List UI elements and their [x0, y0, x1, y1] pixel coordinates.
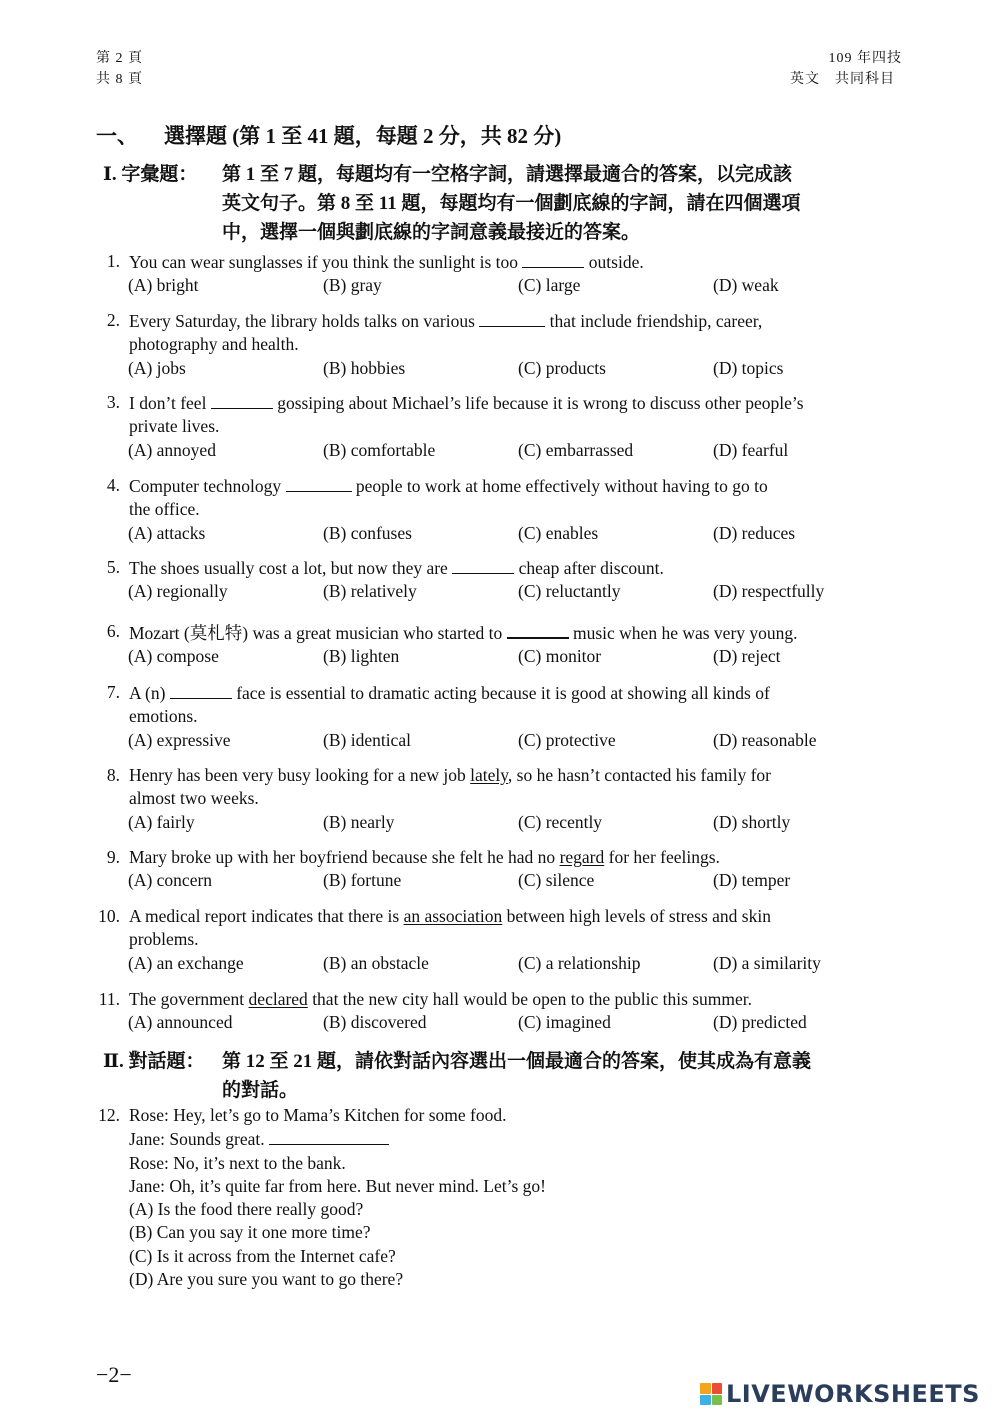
question-stem-cont: problems. [129, 929, 199, 950]
question-1 [90, 250, 910, 298]
option-d[interactable]: (D) Are you sure you want to go there? [129, 1269, 404, 1290]
option-a[interactable]: (A) regionally [128, 581, 228, 602]
question-number: 3. [106, 392, 120, 412]
option-d[interactable]: (D) temper [713, 870, 791, 891]
question-stem-end: for her feelings. [608, 847, 720, 867]
question-stem: The shoes usually cost a lot, but now they are [129, 558, 448, 578]
option-b[interactable]: (B) relatively [323, 581, 417, 602]
answer-blank[interactable] [479, 309, 545, 327]
part1-line: 第 1 至 7 題，每題均有一空格字詞，請選擇最適合的答案，以完成該 [222, 164, 793, 185]
option-a[interactable]: (A) concern [128, 870, 213, 891]
option-b[interactable]: (B) identical [323, 729, 411, 750]
part2-line: 的對話。 [222, 1080, 299, 1101]
question-number: 1. [106, 251, 120, 271]
option-b[interactable]: (B) gray [323, 275, 382, 296]
question-number: 6. [106, 621, 120, 641]
option-b[interactable]: (B) Can you say it one more time? [129, 1222, 371, 1243]
option-c[interactable]: (C) embarrassed [518, 439, 634, 460]
question-stem-end: outside. [588, 252, 644, 272]
liveworksheets-logo[interactable] [700, 1380, 980, 1408]
option-c[interactable]: (C) silence [518, 870, 595, 891]
question-stem-cont: almost two weeks. [129, 788, 259, 809]
page-number: −2− [96, 1362, 132, 1387]
question-stem-end: , so he hasn’t contacted his family for [507, 765, 771, 785]
logo-square [700, 1383, 711, 1394]
logo-square [700, 1395, 711, 1406]
option-c[interactable]: (C) large [518, 275, 581, 296]
logo-square [712, 1383, 723, 1394]
option-a[interactable]: (A) Is the food there really good? [129, 1199, 364, 1220]
question-stem-end: gossiping about Michael’s life because it is wrong to discuss other people’s [277, 393, 804, 413]
option-a[interactable]: (A) fairly [128, 811, 195, 832]
question-stem-end: people to work at home effectively without having to go to [355, 476, 768, 496]
question-stem: You can wear sunglasses if you think the sunlight is too [129, 252, 519, 272]
option-a[interactable]: (A) announced [128, 1012, 233, 1033]
page-indicator: 第 2 頁 [96, 51, 143, 66]
question-number: 2. [106, 310, 120, 330]
question-stem: Mary broke up with her boyfriend because she felt he had no [129, 847, 556, 867]
option-a[interactable]: (A) annoyed [128, 439, 216, 460]
option-a[interactable]: (A) an exchange [128, 952, 244, 973]
question-stem-end: that include friendship, career, [549, 311, 763, 331]
question-stem-cont: emotions. [129, 706, 198, 727]
question-number: 8. [106, 765, 120, 785]
question-number: 5. [106, 557, 120, 577]
section-title-text: 選擇題 (第 1 至 41 題，每題 2 分，共 82 分) [164, 124, 562, 148]
option-c[interactable]: (C) reluctantly [518, 581, 621, 602]
header-right [790, 48, 902, 90]
option-d[interactable]: (D) respectfully [713, 581, 825, 602]
underlined-word: an association [403, 906, 503, 926]
option-b[interactable]: (B) discovered [323, 1012, 427, 1033]
underlined-word: lately [470, 765, 508, 785]
part1-line: 中，選擇一個與劃底線的字詞意義最接近的答案。 [222, 222, 641, 243]
option-c[interactable]: (C) Is it across from the Internet cafe? [129, 1245, 396, 1266]
header-left [96, 48, 143, 90]
question-9 [90, 846, 910, 893]
logo-square [712, 1395, 723, 1406]
option-c[interactable]: (C) protective [518, 729, 616, 750]
question-number: 10. [98, 906, 120, 926]
question-stem-end: cheap after discount. [518, 558, 664, 578]
brand-name: LIVEWORKSHEETS [726, 1380, 980, 1408]
question-stem: Computer technology [129, 476, 282, 496]
option-d[interactable]: (D) topics [713, 357, 784, 378]
question-4 [90, 474, 910, 545]
exam-subject: 英文 共同科目 [790, 72, 895, 87]
question-number: 11. [98, 989, 120, 1009]
question-stem-cont: private lives. [129, 416, 220, 437]
question-stem: Henry has been very busy looking for a new job [129, 765, 466, 785]
question-10 [90, 905, 910, 975]
question-number: 4. [106, 475, 120, 495]
option-c[interactable]: (C) imagined [518, 1012, 611, 1033]
option-a[interactable]: (A) compose [128, 646, 219, 667]
question-number: 7. [106, 682, 120, 702]
answer-blank[interactable] [211, 391, 273, 409]
question-2 [90, 309, 910, 380]
underlined-word: regard [559, 847, 605, 867]
question-stem: Mozart (莫札特) was a great musician who started to [129, 623, 503, 643]
question-stem: A (n) [129, 683, 166, 703]
question-6 [90, 620, 910, 669]
question-stem-cont: the office. [129, 499, 200, 520]
question-stem-end: face is essential to dramatic acting because it is good at showing all kinds of [236, 683, 770, 703]
question-stem: I don’t feel [129, 393, 207, 413]
option-c[interactable]: (C) a relationship [518, 952, 641, 973]
option-d[interactable]: (D) reasonable [713, 729, 817, 750]
option-d[interactable]: (D) reduces [713, 522, 796, 543]
option-b[interactable]: (B) lighten [323, 646, 400, 667]
option-b[interactable]: (B) fortune [323, 870, 402, 891]
question-stem: A medical report indicates that there is [129, 906, 400, 926]
option-b[interactable]: (B) comfortable [323, 439, 436, 460]
option-d[interactable]: (D) reject [713, 646, 781, 667]
dialogue-line: Rose: Hey, let’s go to Mama’s Kitchen for some food. [129, 1105, 507, 1125]
option-b[interactable]: (B) confuses [323, 522, 412, 543]
liveworksheets-icon [700, 1383, 722, 1405]
option-d[interactable]: (D) weak [713, 275, 779, 296]
dialogue-line: Jane: Sounds great. [129, 1129, 265, 1150]
option-b[interactable]: (B) an obstacle [323, 952, 429, 973]
part2-line: 第 12 至 21 題，請依對話內容選出一個最適合的答案，使其成為有意義 [222, 1051, 812, 1072]
option-c[interactable]: (C) recently [518, 811, 603, 832]
option-c[interactable]: (C) products [518, 357, 606, 378]
answer-blank[interactable] [452, 556, 514, 574]
option-d[interactable]: (D) shortly [713, 811, 791, 832]
option-c[interactable]: (C) enables [518, 522, 599, 543]
question-number: 9. [106, 847, 120, 867]
option-b[interactable]: (B) hobbies [323, 357, 406, 378]
option-c[interactable]: (C) monitor [518, 646, 602, 667]
question-12 [90, 1104, 910, 1291]
option-a[interactable]: (A) jobs [128, 357, 186, 378]
question-7 [90, 681, 910, 752]
answer-blank[interactable] [269, 1127, 389, 1145]
question-stem-end: between high levels of stress and skin [506, 906, 771, 926]
option-a[interactable]: (A) expressive [128, 729, 231, 750]
option-d[interactable]: (D) a similarity [713, 952, 821, 973]
part2-label: Ⅱ. 對話題： [103, 1051, 205, 1072]
option-a[interactable]: (A) attacks [128, 522, 206, 543]
answer-blank[interactable] [286, 474, 352, 492]
answer-blank[interactable] [522, 250, 584, 268]
answer-blank[interactable] [507, 620, 569, 639]
question-3 [90, 391, 910, 462]
section-number: 一、 [96, 124, 138, 148]
exam-year: 109 年四技 [828, 51, 902, 66]
question-5 [90, 556, 910, 604]
question-stem-end: music when he was very young. [572, 623, 798, 643]
question-stem-end: that the new city hall would be open to the public this summer. [312, 989, 753, 1009]
part1-label: Ⅰ. 字彙題： [103, 164, 198, 185]
dialogue-line: Jane: Oh, it’s quite far from here. But never mind. Let’s go! [129, 1175, 546, 1196]
option-d[interactable]: (D) predicted [713, 1012, 807, 1033]
question-11 [90, 988, 910, 1035]
section-title [96, 120, 561, 150]
option-d[interactable]: (D) fearful [713, 439, 789, 460]
question-8 [90, 764, 910, 834]
option-a[interactable]: (A) bright [128, 275, 199, 296]
part1-instructions [103, 160, 913, 247]
total-pages: 共 8 頁 [96, 72, 143, 87]
question-stem: The government [129, 989, 245, 1009]
option-b[interactable]: (B) nearly [323, 811, 395, 832]
question-number: 12. [98, 1105, 120, 1125]
part2-instructions [103, 1047, 913, 1105]
question-stem-cont: photography and health. [129, 334, 299, 355]
dialogue-line: Rose: No, it’s next to the bank. [129, 1152, 346, 1173]
answer-blank[interactable] [170, 681, 232, 699]
question-stem: Every Saturday, the library holds talks on various [129, 311, 475, 331]
part1-line: 英文句子。第 8 至 11 題，每題均有一個劃底線的字詞，請在四個選項 [222, 193, 801, 214]
underlined-word: declared [248, 989, 308, 1009]
